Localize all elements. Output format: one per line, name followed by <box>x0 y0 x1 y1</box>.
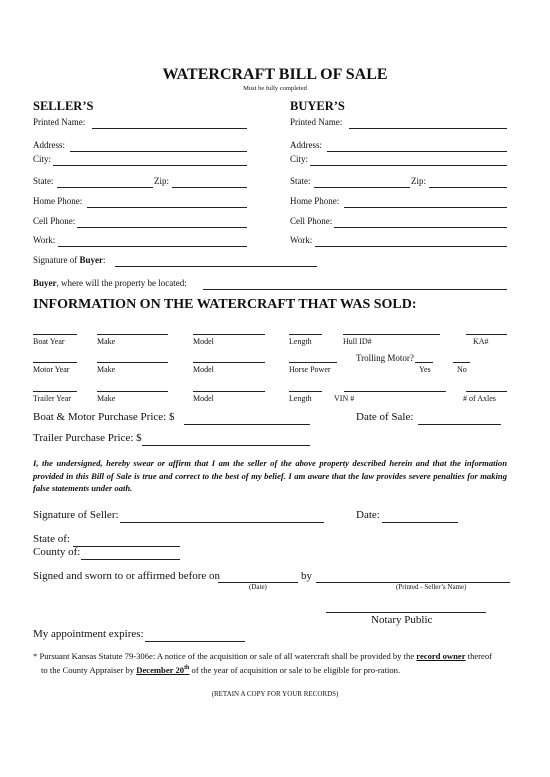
hull-id-field[interactable] <box>343 334 440 335</box>
seller-printed-name-label: Printed Name: <box>33 117 86 127</box>
affirmation-statement: I, the undersigned, hereby swear or affirm that I am the seller of the above property described herein and that the information provided in this Bill of Sale is true and correct to the best of my belief. I am aware that the law provides severe penalties for making false statements under oath. <box>33 458 507 493</box>
horse-power-label: Horse Power <box>289 365 331 374</box>
seller-work-label: Work: <box>33 235 56 245</box>
trolling-no-field[interactable] <box>453 362 470 363</box>
by-label: by <box>301 570 312 582</box>
trailer-make-field[interactable] <box>97 391 168 392</box>
form-title: WATERCRAFT BILL OF SALE <box>162 66 388 83</box>
seller-city-field[interactable] <box>53 165 247 166</box>
seller-zip-field[interactable] <box>172 187 247 188</box>
boat-year-field[interactable] <box>33 334 77 335</box>
state-of-label: State of: <box>33 533 70 545</box>
seller-printed-name-field[interactable] <box>92 128 247 129</box>
buyer-state-field[interactable] <box>314 187 410 188</box>
vin-label: VIN # <box>334 394 355 403</box>
trailer-make-label: Make <box>97 394 116 403</box>
date-of-sale-field[interactable] <box>418 424 501 425</box>
appointment-expires-label: My appointment expires: <box>33 628 144 640</box>
buyer-location-field[interactable] <box>203 289 507 290</box>
seller-city-label: City: <box>33 154 52 164</box>
form-subtitle: Must be fully completed <box>243 85 307 92</box>
trailer-price-field[interactable] <box>142 445 310 446</box>
seller-address-field[interactable] <box>70 151 247 152</box>
buyer-home-phone-field[interactable] <box>344 207 507 208</box>
boat-model-field[interactable] <box>193 334 265 335</box>
buyer-work-field[interactable] <box>315 246 507 247</box>
seller-work-field[interactable] <box>58 246 247 247</box>
trailer-price-label: Trailer Purchase Price: $ <box>33 432 142 444</box>
motor-model-field[interactable] <box>193 362 265 363</box>
seller-date-field[interactable] <box>382 522 458 523</box>
county-of-field[interactable] <box>81 559 180 560</box>
buyer-cell-phone-label: Cell Phone: <box>290 216 333 226</box>
boat-year-label: Boat Year <box>33 337 65 346</box>
signature-of-seller-label: Signature of Seller: <box>33 509 119 521</box>
buyer-location-label: Buyer, where will the property be located: <box>33 278 187 288</box>
motor-year-label: Motor Year <box>33 365 70 374</box>
appointment-expires-field[interactable] <box>145 641 245 642</box>
vin-field[interactable] <box>344 391 446 392</box>
seller-signature-field[interactable] <box>120 522 324 523</box>
county-of-label: County of: <box>33 546 81 558</box>
horse-power-field[interactable] <box>289 362 337 363</box>
ka-number-field[interactable] <box>466 334 507 335</box>
trailer-length-label: Length <box>289 394 312 403</box>
motor-make-label: Make <box>97 365 116 374</box>
watercraft-info-heading: INFORMATION ON THE WATERCRAFT THAT WAS SOLD: <box>33 297 417 312</box>
seller-address-label: Address: <box>33 140 65 150</box>
trailer-length-field[interactable] <box>289 391 322 392</box>
seller-home-phone-label: Home Phone: <box>33 196 83 206</box>
axles-field[interactable] <box>466 391 507 392</box>
buyer-printed-name-field[interactable] <box>349 128 507 129</box>
buyer-state-label: State: <box>290 176 311 186</box>
seller-cell-phone-field[interactable] <box>77 227 247 228</box>
retain-copy-note: (RETAIN A COPY FOR YOUR RECORDS) <box>211 690 339 698</box>
buyer-heading: BUYER’S <box>290 99 345 113</box>
trailer-year-label: Trailer Year <box>33 394 71 403</box>
boat-model-label: Model <box>193 337 214 346</box>
seller-date-label: Date: <box>356 509 380 521</box>
boat-motor-price-label: Boat & Motor Purchase Price: $ <box>33 411 175 423</box>
signature-of-buyer-label: Signature of Buyer: <box>33 255 106 265</box>
buyer-home-phone-label: Home Phone: <box>290 196 340 206</box>
buyer-signature-field[interactable] <box>115 266 317 267</box>
buyer-address-field[interactable] <box>327 151 507 152</box>
notary-public-label: Notary Public <box>371 614 433 626</box>
seller-heading: SELLER’S <box>33 99 94 113</box>
trolling-motor-label: Trolling Motor? <box>356 353 414 363</box>
boat-make-label: Make <box>97 337 116 346</box>
boat-motor-price-field[interactable] <box>184 424 310 425</box>
ka-number-label: KA# <box>473 337 489 346</box>
buyer-work-label: Work: <box>290 235 313 245</box>
notary-signature-field[interactable] <box>326 612 486 613</box>
motor-model-label: Model <box>193 365 214 374</box>
seller-state-label: State: <box>33 176 54 186</box>
boat-make-field[interactable] <box>97 334 168 335</box>
buyer-address-label: Address: <box>290 140 322 150</box>
buyer-city-field[interactable] <box>310 165 507 166</box>
axles-label: # of Axles <box>463 394 496 403</box>
buyer-printed-name-label: Printed Name: <box>290 117 343 127</box>
boat-length-label: Length <box>289 337 312 346</box>
buyer-zip-label: Zip: <box>411 176 426 186</box>
buyer-cell-phone-field[interactable] <box>334 227 507 228</box>
hull-id-label: Hull ID# <box>343 337 372 346</box>
buyer-city-label: City: <box>290 154 309 164</box>
state-of-field[interactable] <box>73 546 180 547</box>
seller-state-field[interactable] <box>57 187 153 188</box>
trolling-yes-label: Yes <box>419 365 431 374</box>
trolling-no-label: No <box>457 365 467 374</box>
seller-zip-label: Zip: <box>154 176 169 186</box>
signed-sworn-label: Signed and sworn to or affirmed before on <box>33 570 221 582</box>
seller-home-phone-field[interactable] <box>87 207 247 208</box>
trolling-yes-field[interactable] <box>415 362 433 363</box>
buyer-zip-field[interactable] <box>429 187 507 188</box>
boat-length-field[interactable] <box>289 334 322 335</box>
seller-cell-phone-label: Cell Phone: <box>33 216 76 226</box>
motor-year-field[interactable] <box>33 362 77 363</box>
trailer-model-field[interactable] <box>193 391 265 392</box>
trailer-year-field[interactable] <box>33 391 77 392</box>
trailer-model-label: Model <box>193 394 214 403</box>
date-caption: (Date) <box>249 583 267 591</box>
date-of-sale-label: Date of Sale: <box>356 411 414 423</box>
kansas-statute-footnote: * Pursuant Kansas Statute 79-306e: A notice of the acquisition or sale of all watercraft shall be provided by the record owner thereof to the County Appraiser by December 20th of the year of acquisition or sale to be eligible for pro-ration. <box>33 651 493 675</box>
printed-name-caption: (Printed - Seller’s Name) <box>396 583 467 591</box>
motor-make-field[interactable] <box>97 362 168 363</box>
